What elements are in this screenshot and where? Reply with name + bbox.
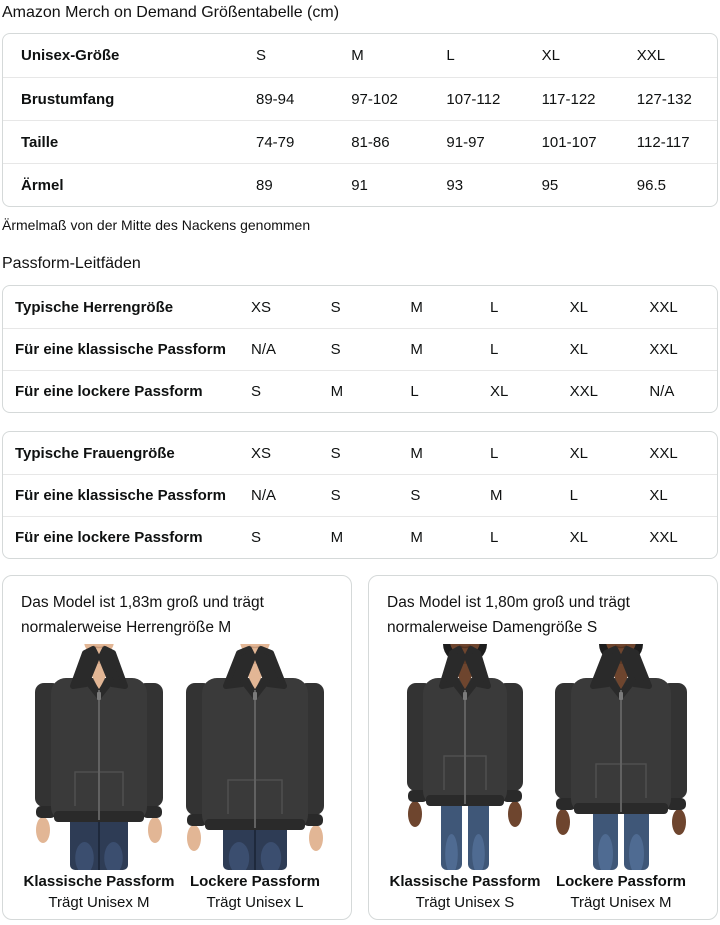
size-value: L	[489, 529, 499, 546]
size-value: XXL	[649, 298, 678, 316]
size-value: 93	[446, 176, 464, 194]
size-value: XL	[569, 444, 589, 462]
table-row	[3, 120, 717, 163]
row-label: Ärmel	[21, 176, 64, 194]
mens-fit-table	[2, 285, 718, 413]
fit-caption: Lockere Passform	[189, 873, 321, 890]
size-value: 127-132	[636, 90, 692, 108]
row-label: Unisex-Größe	[21, 47, 120, 64]
row-label: Typische Herrengröße	[15, 298, 174, 316]
size-value: N/A	[251, 487, 277, 504]
model-figures	[387, 644, 699, 911]
size-value: S	[251, 529, 262, 546]
size-value: S	[330, 298, 341, 316]
size-value: XL	[489, 383, 509, 400]
page-title: Amazon Merch on Demand Größentabelle (cm)	[2, 4, 340, 21]
size-value: M	[410, 298, 423, 316]
size-value: XS	[251, 444, 272, 462]
table-row	[3, 328, 717, 370]
size-value: S	[330, 341, 341, 358]
size-value: 107-112	[446, 90, 501, 108]
column-header: XXL	[636, 47, 666, 64]
size-value: 101-107	[541, 133, 597, 151]
size-value: XXL	[649, 529, 678, 546]
size-value: XXL	[649, 341, 678, 358]
table-row	[3, 516, 717, 558]
fit-caption: Klassische Passform	[389, 873, 541, 890]
size-value: N/A	[649, 383, 675, 400]
size-value: L	[489, 341, 499, 358]
fit-caption: Lockere Passform	[555, 873, 687, 890]
column-header: L	[446, 47, 455, 64]
table-row	[3, 370, 717, 412]
size-value: M	[330, 383, 344, 400]
size-value: XL	[649, 487, 668, 504]
column-header: M	[351, 47, 364, 64]
row-label: Für eine lockere Passform	[15, 529, 203, 546]
size-value: M	[410, 529, 423, 546]
column-header: XL	[541, 47, 560, 64]
size-value: 91-97	[446, 133, 485, 151]
size-value: L	[410, 383, 419, 400]
row-label: Typische Frauengröße	[15, 444, 175, 462]
column-header: S	[256, 47, 267, 64]
table-row	[3, 163, 717, 206]
table-row	[3, 77, 717, 120]
model-photo-men-classic-fit	[29, 644, 169, 870]
size-caption: Trägt Unisex M	[570, 894, 672, 911]
size-value: XXL	[569, 383, 599, 400]
model-figures	[21, 644, 333, 911]
figure-loose-fit	[177, 644, 333, 911]
table-row	[3, 474, 717, 516]
model-description: Das Model ist 1,80m groß und trägt normalerweise Damengröße S	[387, 594, 630, 636]
size-value: M	[410, 341, 423, 358]
size-value: XXL	[649, 444, 678, 462]
size-value: M	[410, 444, 423, 462]
table-row	[3, 286, 717, 328]
size-value: M	[330, 529, 344, 546]
fit-caption: Klassische Passform	[23, 873, 175, 890]
size-value: M	[489, 487, 503, 504]
sleeve-measure-footnote: Ärmelmaß von der Mitte des Nackens genommen	[2, 217, 311, 233]
row-label: Für eine lockere Passform	[15, 383, 203, 400]
size-value: 89	[256, 176, 273, 194]
mens-model-card	[2, 575, 352, 920]
size-value: 112-117	[636, 133, 690, 151]
fit-guides-heading: Passform-Leitfäden	[2, 255, 141, 272]
model-photo-women-loose-fit	[551, 644, 691, 870]
womens-model-card	[368, 575, 718, 920]
size-value: N/A	[251, 341, 277, 358]
size-caption: Trägt Unisex S	[415, 894, 515, 911]
figure-loose-fit	[543, 644, 699, 911]
model-cards	[2, 575, 718, 920]
row-label: Für eine klassische Passform	[15, 487, 226, 504]
model-photo-women-classic-fit	[395, 644, 535, 870]
size-value: L	[489, 298, 499, 316]
size-value: XL	[569, 529, 589, 546]
table-row	[3, 432, 717, 474]
unisex-size-table	[2, 33, 718, 207]
model-description: Das Model ist 1,83m groß und trägt normalerweise Herrengröße M	[21, 594, 264, 636]
size-caption: Trägt Unisex M	[48, 894, 150, 911]
size-value: S	[251, 383, 262, 400]
size-value: 74-79	[256, 133, 295, 151]
size-value: L	[569, 487, 578, 504]
figure-classic-fit	[21, 644, 177, 911]
size-value: XL	[569, 298, 589, 316]
size-value: S	[330, 487, 341, 504]
size-caption: Trägt Unisex L	[206, 894, 304, 911]
size-value: XL	[569, 341, 589, 358]
table-header-row	[3, 34, 717, 77]
size-value: 97-102	[351, 90, 398, 108]
womens-fit-table	[2, 431, 718, 559]
row-label: Brustumfang	[21, 90, 115, 108]
size-value: S	[330, 444, 341, 462]
size-value: L	[489, 444, 499, 462]
size-value: 96.5	[636, 176, 666, 194]
size-value: 91	[351, 176, 368, 194]
row-label: Taille	[21, 133, 59, 151]
size-value: XS	[251, 298, 272, 316]
size-value: 117-122	[541, 90, 596, 108]
model-photo-men-loose-fit	[185, 644, 325, 870]
size-value: 95	[541, 176, 559, 194]
size-value: 81-86	[351, 133, 390, 151]
size-value: 89-94	[256, 90, 295, 108]
figure-classic-fit	[387, 644, 543, 911]
row-label: Für eine klassische Passform	[15, 341, 226, 358]
size-value: S	[410, 487, 421, 504]
